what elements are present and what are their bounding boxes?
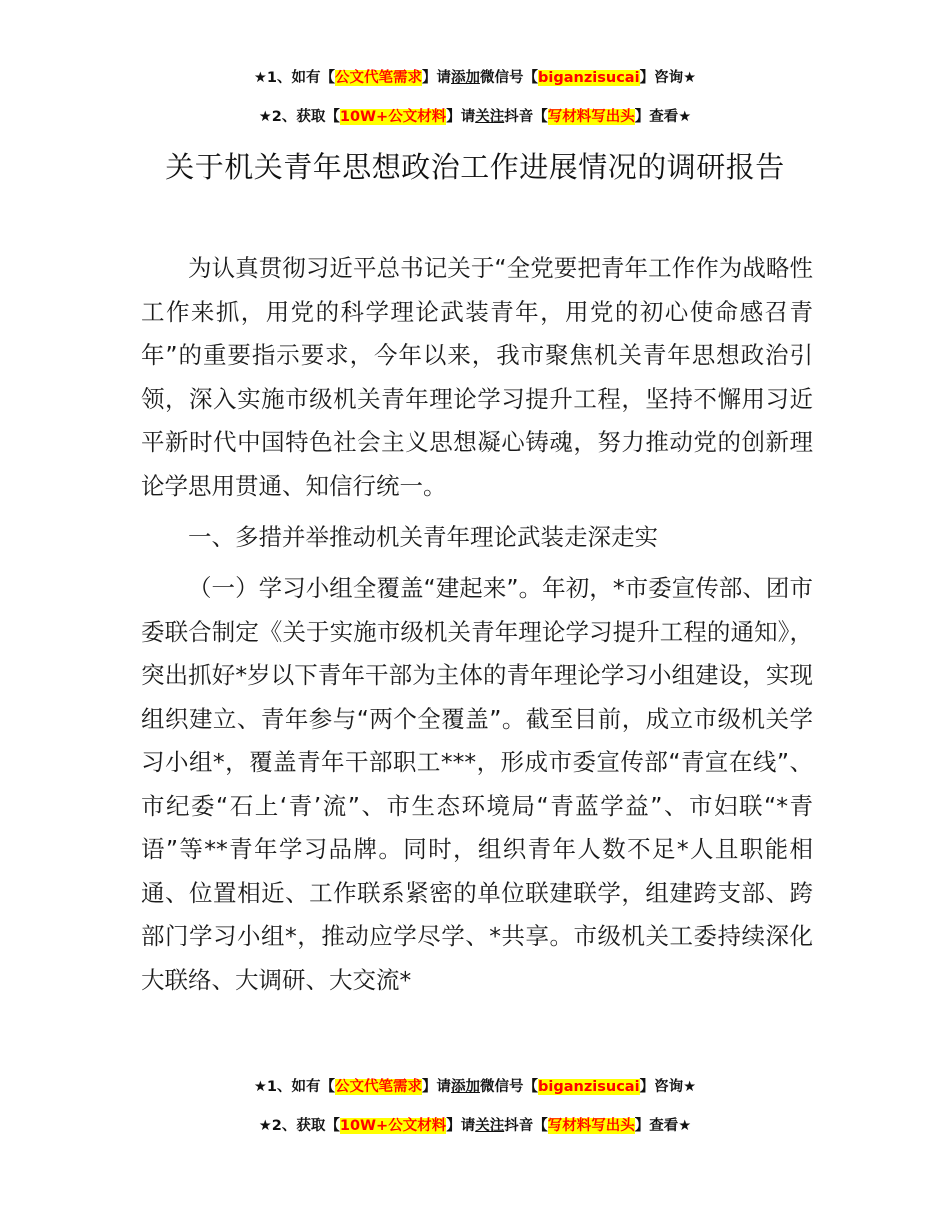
banner-underline-action: 关注 xyxy=(475,109,505,125)
banner-text: 抖音【 xyxy=(504,109,548,125)
banner-text: 】请 xyxy=(422,1079,452,1095)
banner-highlight-materials: 10W+公文材料 xyxy=(339,1118,447,1134)
banner-prefix: ★2、获取【 xyxy=(258,109,340,125)
banner-text: 】请 xyxy=(422,70,452,86)
section-heading-1: 一、多措并举推动机关青年理论武装走深走实 xyxy=(188,523,658,551)
banner-suffix: 】咨询★ xyxy=(639,70,697,86)
banner-top-line-1 xyxy=(0,67,950,89)
document-title: 关于机关青年思想政治工作进展情况的调研报告 xyxy=(165,150,785,184)
banner-highlight-wechat-id: biganzisucai xyxy=(538,1079,640,1095)
banner-highlight-wechat-id: biganzisucai xyxy=(538,70,640,86)
banner-highlight-service: 公文代笔需求 xyxy=(335,1079,423,1095)
banner-highlight-douyin-account: 写材料写出头 xyxy=(547,1118,635,1134)
banner-top-line-2 xyxy=(0,106,950,128)
body-paragraph-section-1-1: （一）学习小组全覆盖“建起来”。年初，*市委宣传部、团市委联合制定《关于实施市级机关青年理论学习提升工程的通知》，突出抓好*岁以下青年干部为主体的青年理论学习小组建设，实现组织建立、青年参与“两个全覆盖”。截至目前，成立市级机关学习小组*，覆盖青年干部职工***，形成市委宣传部“青宣在线”、市纪委“石上‘青’流”、市生态环境局“青蓝学益”、市妇联“*青语”等**青年学习品牌。同时，组织青年人数不足*人且职能相通、位置相近、工作联系紧密的单位联建联学，组建跨支部、跨部门学习小组*，推动应学尽学、*共享。市级机关工委持续深化大联络、大调研、大交流* xyxy=(141,574,813,994)
banner-suffix: 】查看★ xyxy=(634,109,692,125)
banner-underline-action: 添加 xyxy=(451,1079,481,1095)
banner-text: 】请 xyxy=(446,1118,476,1134)
banner-bottom-line-2 xyxy=(0,1115,950,1137)
banner-bottom-line-1 xyxy=(0,1076,950,1098)
banner-suffix: 】咨询★ xyxy=(639,1079,697,1095)
banner-text: 抖音【 xyxy=(504,1118,548,1134)
banner-suffix: 】查看★ xyxy=(634,1118,692,1134)
banner-highlight-service: 公文代笔需求 xyxy=(335,70,423,86)
banner-prefix: ★1、如有【 xyxy=(253,70,336,86)
banner-prefix: ★2、获取【 xyxy=(258,1118,340,1134)
body-paragraph-intro: 为认真贯彻习近平总书记关于“全党要把青年工作作为战略性工作来抓，用党的科学理论武装青年，用党的初心使命感召青年”的重要指示要求，今年以来，我市聚焦机关青年思想政治引领，深入实施市级机关青年理论学习提升工程，坚持不懈用习近平新时代中国特色社会主义思想凝心铸魂，努力推动党的创新理论学思用贯通、知信行统一。 xyxy=(141,254,813,500)
banner-highlight-materials: 10W+公文材料 xyxy=(339,109,447,125)
banner-underline-action: 关注 xyxy=(475,1118,505,1134)
banner-text: 微信号【 xyxy=(480,70,539,86)
banner-prefix: ★1、如有【 xyxy=(253,1079,336,1095)
banner-underline-action: 添加 xyxy=(451,70,481,86)
banner-text: 】请 xyxy=(446,109,476,125)
banner-text: 微信号【 xyxy=(480,1079,539,1095)
banner-highlight-douyin-account: 写材料写出头 xyxy=(547,109,635,125)
